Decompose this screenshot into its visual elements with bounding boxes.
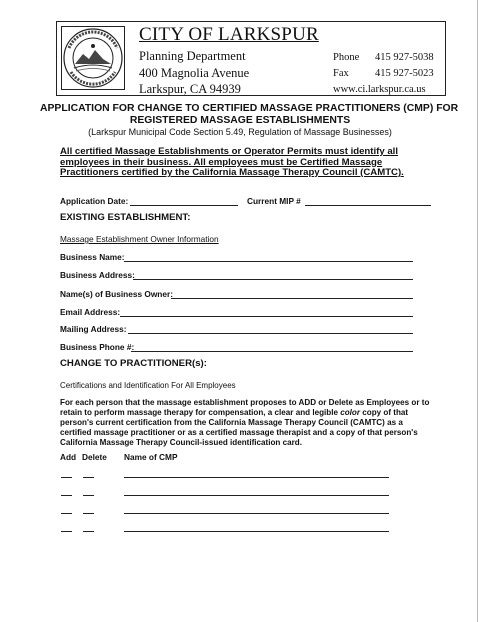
mailing-address-field[interactable]	[128, 333, 413, 334]
add-checkbox-row3[interactable]	[61, 513, 72, 514]
department-name: Planning Department	[139, 49, 246, 63]
cmp-name-field-row2[interactable]	[124, 495, 389, 496]
mailing-address-label: Mailing Address:	[60, 324, 127, 334]
city-state-zip: Larkspur, CA 94939	[139, 82, 241, 96]
cmp-name-field-row4[interactable]	[124, 531, 389, 532]
business-owner-label: Name(s) of Business Owner:	[60, 289, 173, 299]
fax-number: 415 927-5023	[375, 68, 434, 79]
form-title-line1: APPLICATION FOR CHANGE TO CERTIFIED MASSAGE PRACTITIONERS (CMP) FOR	[40, 103, 459, 114]
current-mip-field[interactable]	[305, 205, 431, 206]
application-date-field[interactable]	[130, 205, 238, 206]
business-address-label: Business Address:	[60, 270, 135, 280]
city-name: CITY OF LARKSPUR	[139, 24, 319, 45]
delete-checkbox-row4[interactable]	[83, 531, 94, 532]
instructions-text-1: For each person that the massage establishment proposes to ADD or Delete as Employees or to retain to perform massage therapy for compensation, a clear and legible	[60, 398, 430, 417]
delete-checkbox-row2[interactable]	[83, 495, 94, 496]
current-mip-label: Current MIP #	[247, 196, 301, 206]
business-address-field[interactable]	[133, 279, 413, 280]
instructions-text-color: color	[340, 408, 361, 417]
form-title-line2: REGISTERED MASSAGE ESTABLISHMENTS	[129, 115, 351, 126]
cmp-name-field-row1[interactable]	[124, 477, 389, 478]
delete-column-header: Delete	[82, 452, 107, 462]
page-edge	[477, 0, 478, 622]
employee-notice: All certified Massage Establishments or Operator Permits must identify all employees in their business. All employees must be Certified Massage Practitioners certified by the California Massage Therapy Council (CAMTC).	[60, 146, 404, 178]
business-phone-field[interactable]	[131, 351, 413, 352]
email-address-field[interactable]	[120, 316, 413, 317]
phone-number: 415 927-5038	[375, 52, 434, 63]
add-checkbox-row1[interactable]	[61, 477, 72, 478]
instructions-text-2: copy of that person's current certification from the California Massage Therapy Council (CAMTC) as a certified massage practitioner or as a certified massage therapist and a copy of that person's California Massage Therapy Council-issued identification card.	[60, 408, 418, 447]
delete-checkbox-row3[interactable]	[83, 513, 94, 514]
business-name-label: Business Name:	[60, 252, 125, 262]
business-phone-label: Business Phone #:	[60, 342, 135, 352]
form-subtitle: (Larkspur Municipal Code Section 5.49, Regulation of Massage Businesses)	[88, 127, 392, 137]
email-address-label: Email Address:	[60, 307, 121, 317]
cmp-name-field-row3[interactable]	[124, 513, 389, 514]
existing-establishment-heading: EXISTING ESTABLISHMENT:	[60, 212, 191, 223]
add-checkbox-row2[interactable]	[61, 495, 72, 496]
city-seal-icon	[61, 26, 125, 90]
add-column-header: Add	[60, 452, 77, 462]
application-date-label: Application Date:	[60, 196, 129, 206]
fax-label: Fax	[333, 68, 349, 79]
business-name-field[interactable]	[124, 261, 413, 262]
street-address: 400 Magnolia Avenue	[139, 66, 250, 80]
name-column-header: Name of CMP	[124, 452, 178, 462]
instructions-paragraph	[60, 398, 432, 448]
website-link[interactable]: www.ci.larkspur.ca.us	[333, 84, 426, 95]
certifications-heading: Certifications and Identification For All Employees	[60, 381, 236, 390]
business-owner-field[interactable]	[171, 298, 413, 299]
add-checkbox-row4[interactable]	[61, 531, 72, 532]
phone-label: Phone	[333, 52, 360, 63]
delete-checkbox-row1[interactable]	[83, 477, 94, 478]
owner-info-heading: Massage Establishment Owner Information	[60, 234, 219, 244]
change-practitioner-heading: CHANGE TO PRACTITIONER(s):	[60, 358, 207, 369]
letterhead-box	[56, 21, 446, 96]
